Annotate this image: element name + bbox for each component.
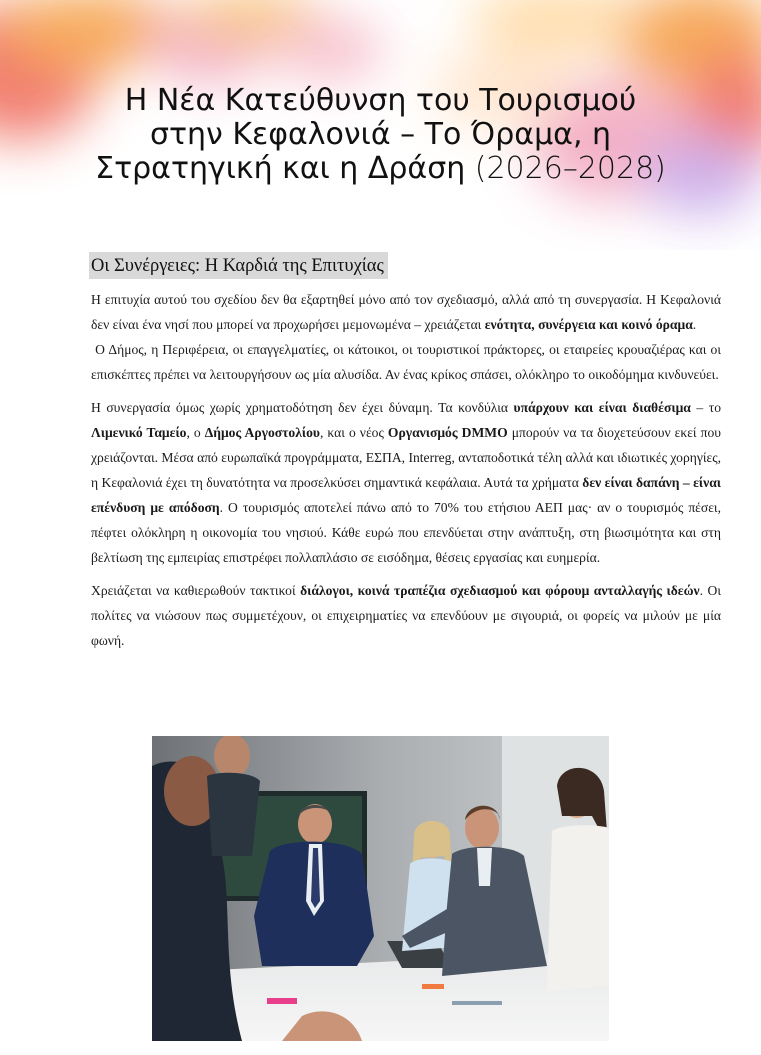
title-line-3: Στρατηγική και η Δράση	[95, 151, 475, 186]
business-meeting-photo	[152, 736, 609, 1041]
page-title	[40, 84, 721, 186]
paragraph-2: Ο Δήμος, η Περιφέρεια, οι επαγγελματίες, οι κάτοικοι, οι τουριστικοί πράκτορες, οι εταιρείες κρουαζιέρας και οι επισκέπτες πρέπει να λειτουργήσουν ως μία αλυσίδα. Αν ένας κρίκος σπάσει, ολόκληρο το οικοδόμημα κινδυνεύει.	[91, 342, 721, 382]
title-years: (2026–2028)	[474, 151, 666, 186]
body-text	[91, 287, 721, 653]
title-line-1: Η Νέα Κατεύθυνση του Τουρισμού	[124, 83, 637, 118]
paragraph-3: Η συνεργασία όμως χωρίς χρηματοδότηση δεν έχει δύναμη. Τα κονδύλια υπάρχουν και είναι διαθέσιμα – το Λιμενικό Ταμείο, ο Δήμος Αργοστολίου, και ο νέος Οργανισμός DMMO μπορούν να τα διοχετεύσουν εκεί που χρειάζονται. Μέσα από ευρωπαϊκά προγράμματα, ΕΣΠΑ, Interreg, ανταποδοτικά τέλη αλλά και ιδιωτικές χορηγίες, η Κεφαλονιά έχει τη δυνατότητα να προσελκύσει σημαντικά κεφάλαια. Αυτά τα χρήματα δεν είναι δαπάνη – είναι επένδυση με απόδοση. Ο τουρισμός αποτελεί πάνω από το 70% του ετήσιου ΑΕΠ μας· αν ο τουρισμός πέσει, πέφτει ολόκληρη η οικονομία του νησιού. Κάθε ευρώ που επενδύεται στην ανάπτυξη, στη βιωσιμότητα και στη βελτίωση της εμπειρίας επιστρέφει πολλαπλάσιο σε εισόδημα, θέσεις εργασίας και ευημερία.	[91, 400, 722, 565]
section-heading: Οι Συνέργειες: Η Καρδιά της Επιτυχίας	[89, 252, 388, 279]
paragraph-1: Η επιτυχία αυτού του σχεδίου δεν θα εξαρτηθεί μόνο από τον σχεδιασμό, αλλά από τη συνεργασία. Η Κεφαλονιά δεν είναι ένα νησί που μπορεί να προχωρήσει μεμονωμένα – χρειάζεται ενότητα, συνέργεια και κοινό όραμα.	[91, 292, 721, 332]
paragraph-4: Χρειάζεται να καθιερωθούν τακτικοί διάλογοι, κοινά τραπέζια σχεδιασμού και φόρουμ ανταλλαγής ιδεών. Οι πολίτες να νιώσουν πως συμμετέχουν, οι επιχειρηματίες να επενδύουν με σιγουριά, οι φορείς να μιλούν με μία φωνή.	[91, 583, 721, 648]
title-line-2: στην Κεφαλονιά – Το Όραμα, η	[149, 117, 612, 152]
